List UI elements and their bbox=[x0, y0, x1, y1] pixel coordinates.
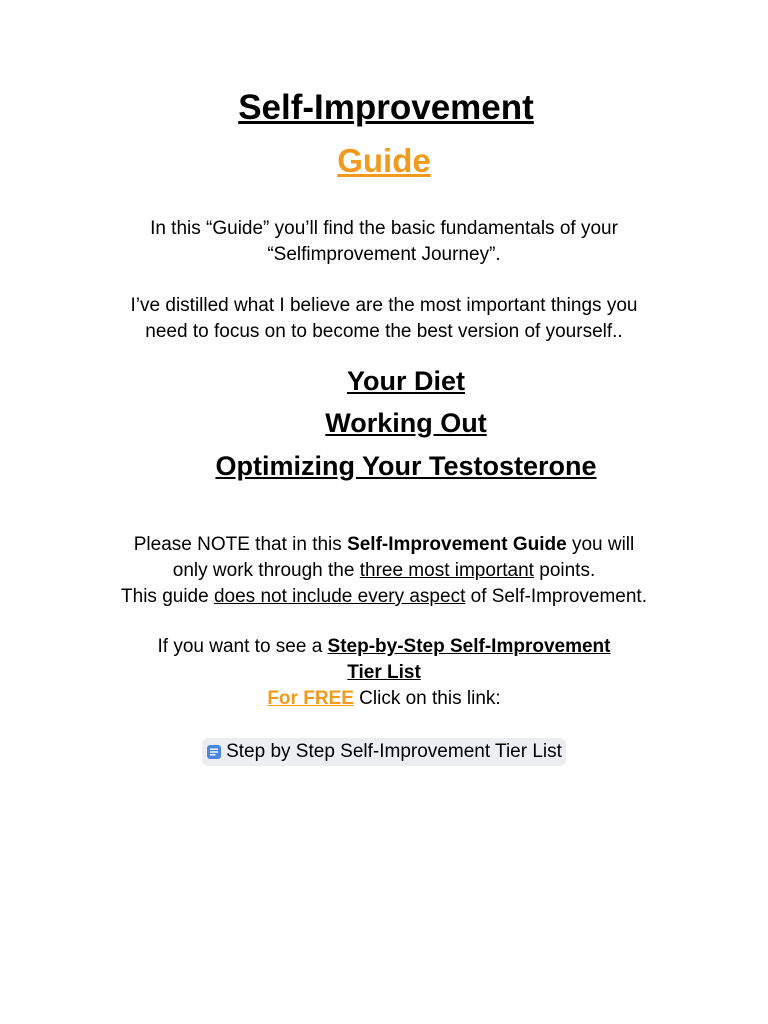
cta-line-3 bbox=[0, 686, 768, 712]
link-chip-row bbox=[0, 738, 768, 766]
distill-line-2: need to focus on to become the best version of yourself.. bbox=[145, 321, 623, 342]
cta-tier-list-title-end: Tier List bbox=[347, 662, 421, 683]
google-docs-icon bbox=[206, 744, 222, 760]
cta-tier-list-title: Step-by-Step Self-Improvement bbox=[327, 636, 611, 657]
tier-list-link-label: Step by Step Self-Improvement Tier List bbox=[226, 741, 562, 762]
note-line-2-tail: points. bbox=[533, 560, 596, 581]
topic-heading-diet: Your Diet bbox=[346, 366, 465, 396]
page-title: Self-Improvement bbox=[238, 88, 534, 127]
intro-paragraph bbox=[0, 216, 768, 268]
tier-list-doc-link-chip[interactable] bbox=[202, 738, 566, 766]
note-paragraph bbox=[0, 532, 768, 610]
intro-line-2: “Selfimprovement Journey”. bbox=[267, 244, 501, 265]
note-line-2 bbox=[0, 558, 768, 584]
distill-line-1: I’ve distilled what I believe are the most important things you bbox=[130, 295, 638, 316]
note-line-1-tail: you will bbox=[566, 534, 635, 555]
note-not-every-aspect: does not include every aspect bbox=[213, 586, 466, 607]
page-subtitle: Guide bbox=[337, 142, 431, 179]
cta-line-1 bbox=[0, 634, 768, 660]
note-three-points: three most important bbox=[359, 560, 534, 581]
note-line-3-text: This guide bbox=[121, 586, 214, 607]
note-line-1-text: Please NOTE that in this bbox=[133, 534, 348, 555]
cta-line-3-text: Click on this link: bbox=[353, 688, 501, 709]
topic-heading-testosterone: Optimizing Your Testosterone bbox=[215, 451, 597, 481]
cta-line-1-text: If you want to see a bbox=[157, 636, 328, 657]
distill-paragraph bbox=[0, 293, 768, 345]
cta-paragraph bbox=[0, 634, 768, 712]
note-line-2-text: only work through the bbox=[172, 560, 360, 581]
intro-line-1: In this “Guide” you’ll find the basic fundamentals of your bbox=[150, 218, 618, 239]
note-line-1 bbox=[0, 532, 768, 558]
topic-heading-working-out: Working Out bbox=[325, 408, 487, 438]
note-line-3-tail: of Self-Improvement. bbox=[465, 586, 647, 607]
for-free-link[interactable]: For FREE bbox=[267, 688, 354, 709]
note-guide-name: Self-Improvement Guide bbox=[347, 534, 567, 555]
cta-line-2 bbox=[0, 660, 768, 686]
note-line-3 bbox=[0, 584, 768, 610]
